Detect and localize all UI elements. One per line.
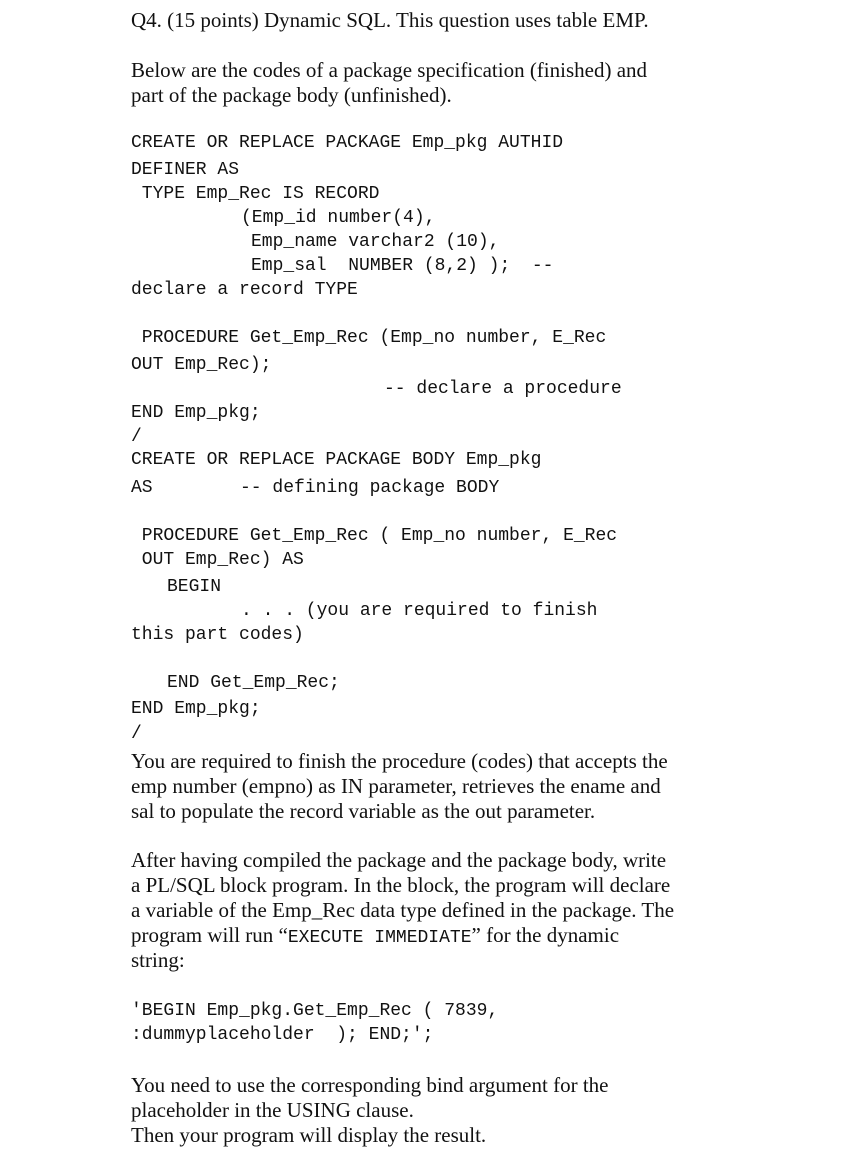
code-line: declare a record TYPE xyxy=(131,280,358,300)
instruction-line: sal to populate the record variable as the out parameter. xyxy=(131,799,596,823)
intro-line: part of the package body (unfinished). xyxy=(131,83,452,107)
question-heading: Q4. (15 points) Dynamic SQL. This question uses table EMP. xyxy=(131,8,649,32)
code-line: TYPE Emp_Rec IS RECORD xyxy=(131,184,380,204)
instruction-line: placeholder in the USING clause. xyxy=(131,1098,414,1122)
code-line: Emp_name varchar2 (10), xyxy=(251,232,500,252)
instruction-line: You are required to finish the procedure (codes) that accepts the xyxy=(131,749,668,773)
code-line: END Get_Emp_Rec; xyxy=(167,673,340,693)
code-line: Emp_sal NUMBER (8,2) ); -- xyxy=(251,256,554,276)
code-line: CREATE OR REPLACE PACKAGE Emp_pkg AUTHID xyxy=(131,133,564,153)
code-line: END Emp_pkg; xyxy=(131,403,261,423)
code-line: END Emp_pkg; xyxy=(131,699,261,719)
instruction-line: You need to use the corresponding bind argument for the xyxy=(131,1073,609,1097)
code-comment: -- defining package BODY xyxy=(240,478,500,498)
code-line: PROCEDURE Get_Emp_Rec ( Emp_no number, E_Rec xyxy=(131,526,618,546)
code-line: (Emp_id number(4), xyxy=(241,208,436,228)
instruction-line: Then your program will display the result. xyxy=(131,1123,487,1147)
code-line: BEGIN xyxy=(167,577,222,597)
code-line: DEFINER AS xyxy=(131,160,240,180)
code-line: OUT Emp_Rec); xyxy=(131,355,272,375)
instruction-line: a PL/SQL block program. In the block, the program will declare xyxy=(131,873,671,897)
intro-line: Below are the codes of a package specification (finished) and xyxy=(131,58,648,82)
inline-code: EXECUTE IMMEDIATE xyxy=(287,928,472,948)
code-line: this part codes) xyxy=(131,625,304,645)
code-line: / xyxy=(131,724,142,744)
code-line: / xyxy=(131,427,142,447)
instruction-text: ” for the dynamic xyxy=(471,923,620,947)
code-line: AS xyxy=(131,478,153,498)
instruction-line: After having compiled the package and the package body, write xyxy=(131,848,667,872)
code-line: PROCEDURE Get_Emp_Rec (Emp_no number, E_Rec xyxy=(131,328,607,348)
instruction-line: a variable of the Emp_Rec data type defined in the package. The xyxy=(131,898,675,922)
code-line: 'BEGIN Emp_pkg.Get_Emp_Rec ( 7839, xyxy=(131,1001,499,1021)
code-line: . . . (you are required to finish xyxy=(241,601,598,621)
instruction-text: program will run “ xyxy=(131,923,288,947)
code-line: :dummyplaceholder ); END;'; xyxy=(131,1025,434,1045)
code-comment: -- declare a procedure xyxy=(384,379,622,399)
code-line: CREATE OR REPLACE PACKAGE BODY Emp_pkg xyxy=(131,450,542,470)
instruction-line: emp number (empno) as IN parameter, retrieves the ename and xyxy=(131,774,661,798)
instruction-line: string: xyxy=(131,948,185,972)
instruction-line xyxy=(131,925,619,947)
code-line: OUT Emp_Rec) AS xyxy=(131,550,304,570)
